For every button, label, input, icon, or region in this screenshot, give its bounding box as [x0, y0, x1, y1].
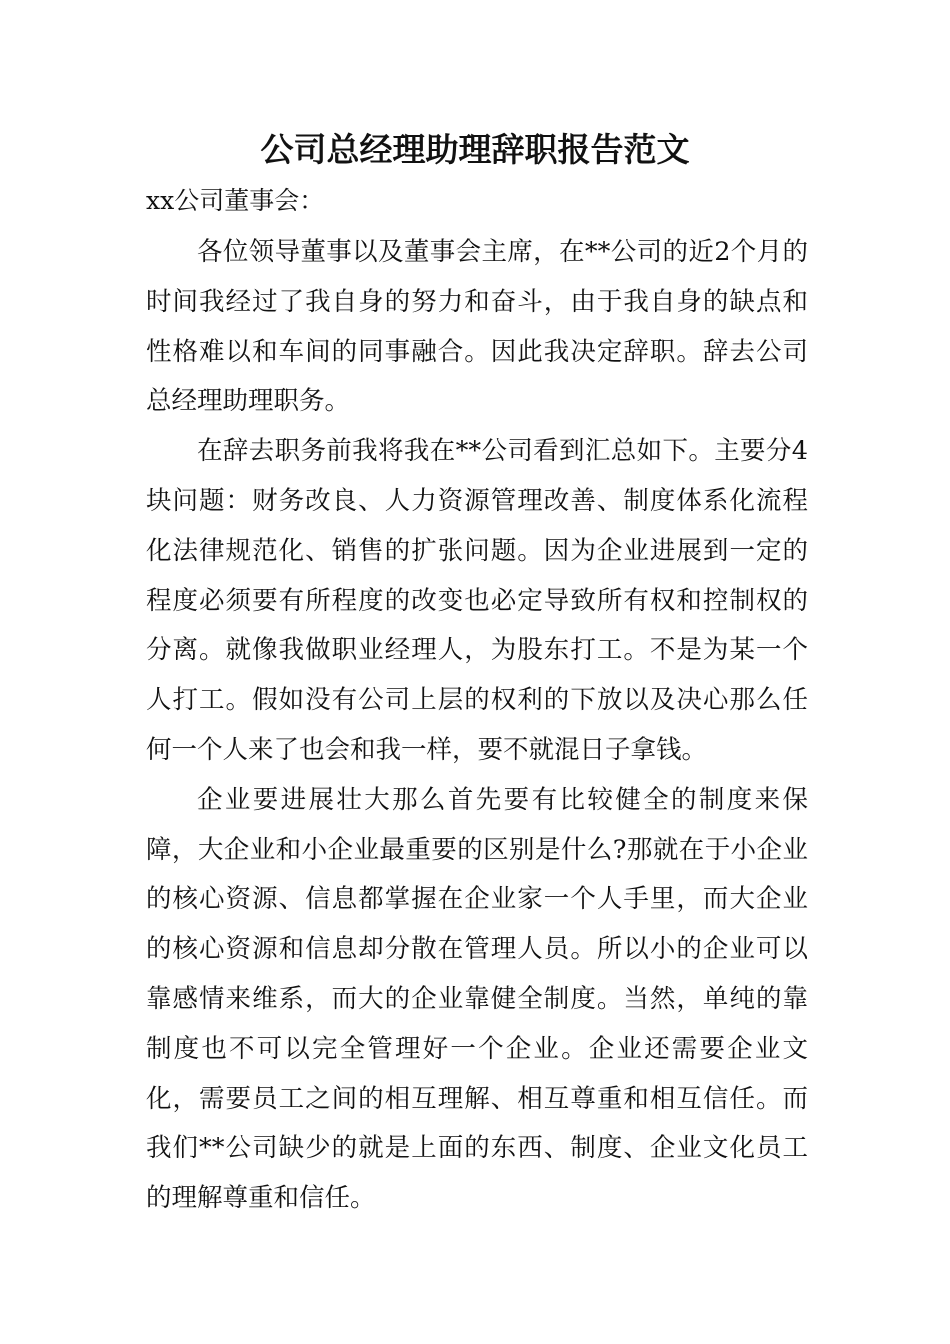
salutation: xx公司董事会：	[146, 186, 325, 215]
paragraph-3: 企业要进展壮大那么首先要有比较健全的制度来保障，大企业和小企业最重要的区别是什么?那就在于小企业的核心资源、信息都掌握在企业家一个人手里，而大企业的核心资源和信息却分散在管理人员。所以小的企业可以靠感情来维系，而大的企业靠健全制度。当然，单纯的靠制度也不可以完全管理好一个企业。企业还需要企业文化，需要员工之间的相互理解、相互尊重和相互信任。而我们**公司缺少的就是上面的东西、制度、企业文化员工的理解尊重和信任。	[146, 784, 808, 1214]
paragraph-1: 各位领导董事以及董事会主席，在**公司的近2个月的时间我经过了我自身的努力和奋斗，由于我自身的缺点和性格难以和车间的同事融合。因此我决定辞职。辞去公司总经理助理职务。	[146, 237, 808, 417]
document-title: 公司总经理助理辞职报告范文	[260, 130, 690, 169]
paragraph-2: 在辞去职务前我将我在**公司看到汇总如下。主要分4块问题：财务改良、人力资源管理改善、制度体系化流程化法律规范化、销售的扩张问题。因为企业进展到一定的程度必须要有所程度的改变也必定导致所有权和控制权的分离。就像我做职业经理人，为股东打工。不是为某一个人打工。假如没有公司上层的权利的下放以及决心那么任何一个人来了也会和我一样，要不就混日子拿钱。	[146, 436, 808, 765]
document-body	[146, 228, 808, 1224]
